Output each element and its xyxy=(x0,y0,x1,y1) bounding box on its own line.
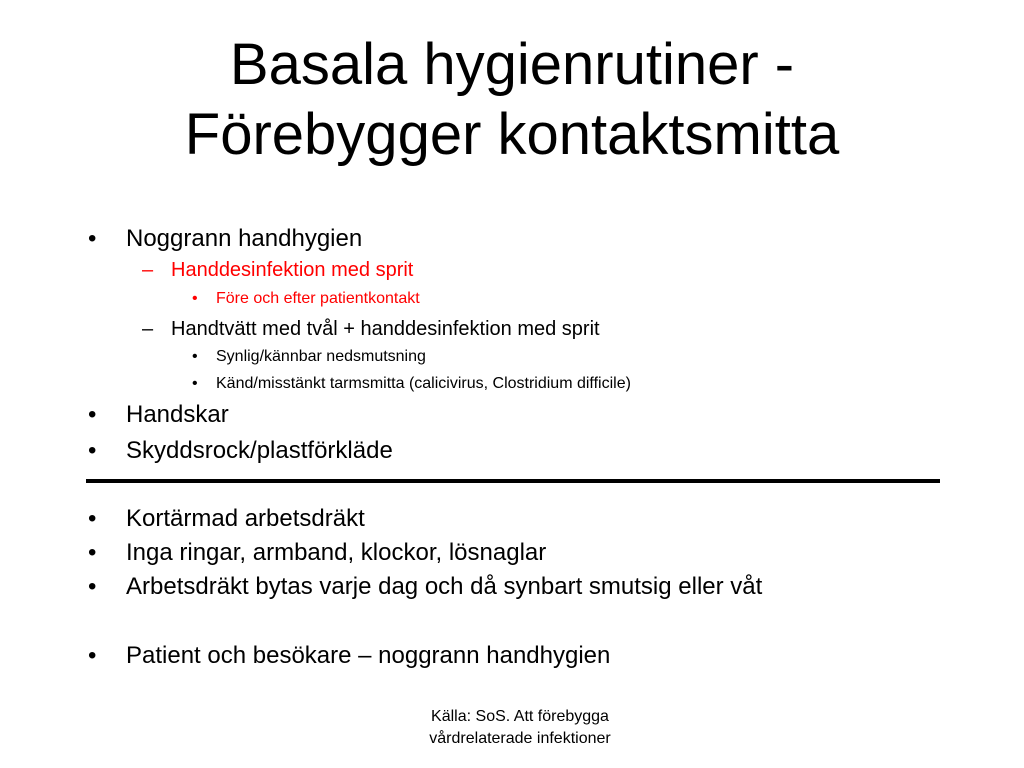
bullet-marker: • xyxy=(192,290,198,307)
list-item-tarmsmitta: Känd/misstänkt tarmsmitta (calicivirus, Clostridium difficile) xyxy=(216,375,631,392)
list-item-handtvatt: Handtvätt med tvål + handdesinfektion med sprit xyxy=(171,318,600,340)
list-item-ringar: Inga ringar, armband, klockor, lösnaglar xyxy=(126,539,547,566)
bullet-marker: • xyxy=(88,539,97,566)
list-item-handdesinfektion: Handdesinfektion med sprit xyxy=(171,259,414,281)
title-line-2: Förebygger kontaktsmitta xyxy=(184,102,840,167)
bullet-marker: • xyxy=(192,348,198,365)
list-item-patientkontakt: Före och efter patientkontakt xyxy=(216,290,420,307)
bullet-marker: • xyxy=(88,505,97,532)
list-item-patient-besokare: Patient och besökare – noggrann handhygien xyxy=(126,642,611,669)
dash-marker: – xyxy=(142,318,154,340)
bullet-marker: • xyxy=(88,573,97,600)
list-item-byte-arbetsdrakt: Arbetsdräkt bytas varje dag och då synbart smutsig eller våt xyxy=(126,573,763,600)
dash-marker: – xyxy=(142,259,154,281)
bullet-marker: • xyxy=(192,375,198,392)
list-item-handhygien: Noggrann handhygien xyxy=(126,225,363,252)
title-line-1: Basala hygienrutiner - xyxy=(229,32,795,97)
bullet-marker: • xyxy=(88,642,97,669)
list-item-skyddsrock: Skyddsrock/plastförkläde xyxy=(126,437,393,464)
bullet-marker: • xyxy=(88,401,97,428)
bullet-marker: • xyxy=(88,225,97,252)
list-item-arbetsdrakt: Kortärmad arbetsdräkt xyxy=(126,505,365,532)
source-citation xyxy=(380,706,660,750)
slide-title xyxy=(0,30,1024,170)
source-line-2: vårdrelaterade infektioner xyxy=(429,730,611,747)
bullet-marker: • xyxy=(88,437,97,464)
list-item-handskar: Handskar xyxy=(126,401,229,428)
section-divider xyxy=(86,479,940,483)
source-line-1: Källa: SoS. Att förebygga xyxy=(431,708,609,725)
list-item-nedsmutsning: Synlig/kännbar nedsmutsning xyxy=(216,348,426,365)
